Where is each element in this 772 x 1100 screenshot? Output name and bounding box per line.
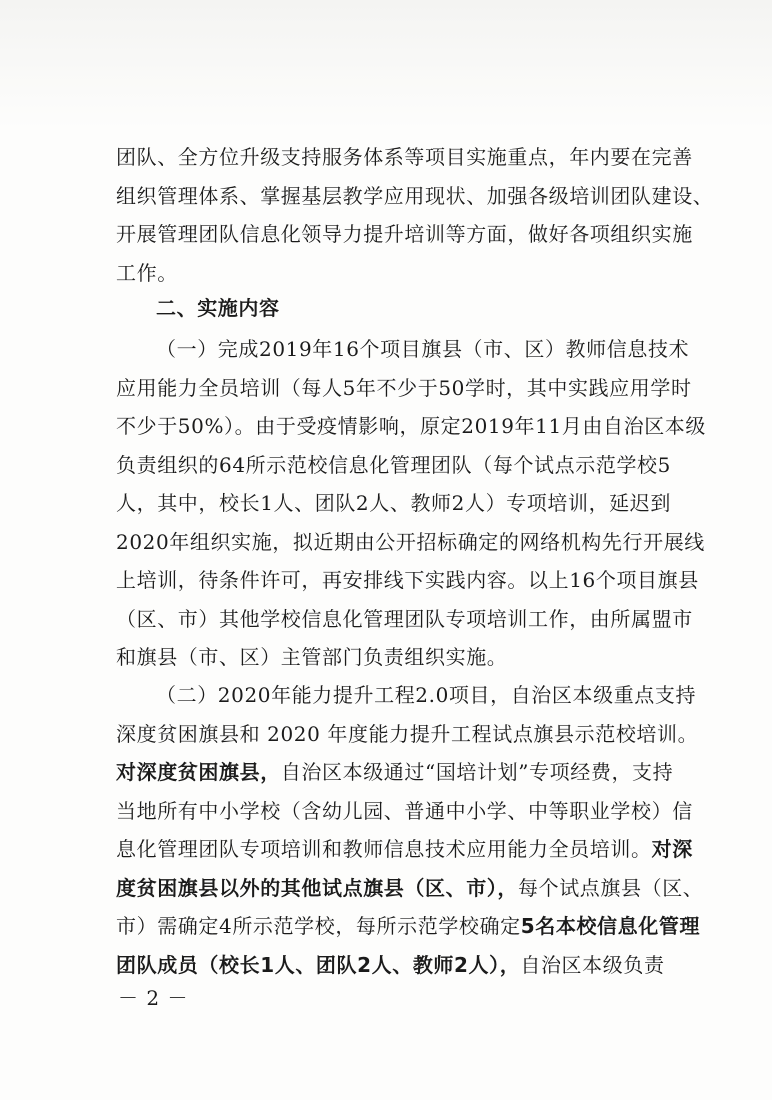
bold-text: 5名本校信息化管理: [520, 914, 701, 938]
text-line: 深度贫困旗县和 2020 年度能力提升工程试点旗县示范校培训。: [116, 721, 699, 746]
text-span: 市）需确定4所示范学校，每所示范学校确定: [116, 914, 521, 938]
paragraph-2: [116, 330, 707, 677]
text-span: 息化管理团队专项培训和教师信息技术应用能力全员培训。: [116, 837, 652, 861]
bold-text: 度贫困旗县以外的其他试点旗县（区、市），: [116, 875, 518, 900]
text-line: （区、市）其他学校信息化管理团队专项培训工作，由所属盟市: [116, 606, 693, 631]
paragraph-1: [116, 138, 714, 292]
text-line: 上培训，待条件许可，再安排线下实践内容。以上16个项目旗县: [116, 568, 699, 592]
text-line: 和旗县（市、区）主管部门负责组织实施。: [116, 645, 508, 669]
text-line: [116, 869, 704, 908]
paragraph-3: [116, 676, 704, 984]
text-line: 当地所有中小学校（含幼儿园、普通中小学、中等职业学校）信: [116, 798, 693, 823]
text-line: 人，其中，校长1人、团队2人、教师2人）专项培训，延迟到: [116, 491, 671, 515]
text-line: [116, 830, 700, 869]
text-line: [116, 753, 700, 792]
text-span: 自治区本级负责: [520, 952, 665, 977]
text-line: 不少于50%）。由于受疫情影响，原定2019年11月由自治区本级: [116, 414, 707, 438]
text-line: [116, 907, 700, 946]
text-line: 负责组织的64所示范校信息化管理团队（每个试点示范学校5: [116, 452, 671, 477]
text-span: 每个试点旗县（区、: [518, 875, 704, 900]
section-heading: 二、实施内容: [156, 296, 280, 320]
text-line: （一）完成2019年16个项目旗县（市、区）教师信息技术: [156, 337, 690, 361]
bold-text: 团队成员（校长1人、团队2人、教师2人），: [116, 952, 521, 977]
text-line: 应用能力全员培训（每人5年不少于50学时，其中实践应用学时: [116, 375, 692, 400]
text-line: 工作。: [116, 260, 178, 285]
text-line: [116, 946, 700, 985]
text-line: 组织管理体系、掌握基层教学应用现状、加强各级培训团队建设、: [116, 183, 714, 208]
text-line: （二）2020年能力提升工程2.0项目，自治区本级重点支持: [156, 683, 697, 707]
page-number: － 2 －: [118, 986, 189, 1010]
text-span: 自治区本级通过“国培计划”专项经费，支持: [280, 760, 674, 784]
text-line: 团队、全方位升级支持服务体系等项目实施重点，年内要在完善: [116, 145, 693, 169]
text-line: 开展管理团队信息化领导力提升培训等方面，做好各项组织实施: [116, 222, 693, 246]
text-line: 2020年组织实施，拟近期由公开招标确定的网络机构先行开展线: [116, 529, 705, 554]
scan-shadow: [0, 0, 772, 130]
bold-text: 对深度贫困旗县，: [116, 760, 281, 784]
bold-text: 对深: [651, 837, 693, 861]
